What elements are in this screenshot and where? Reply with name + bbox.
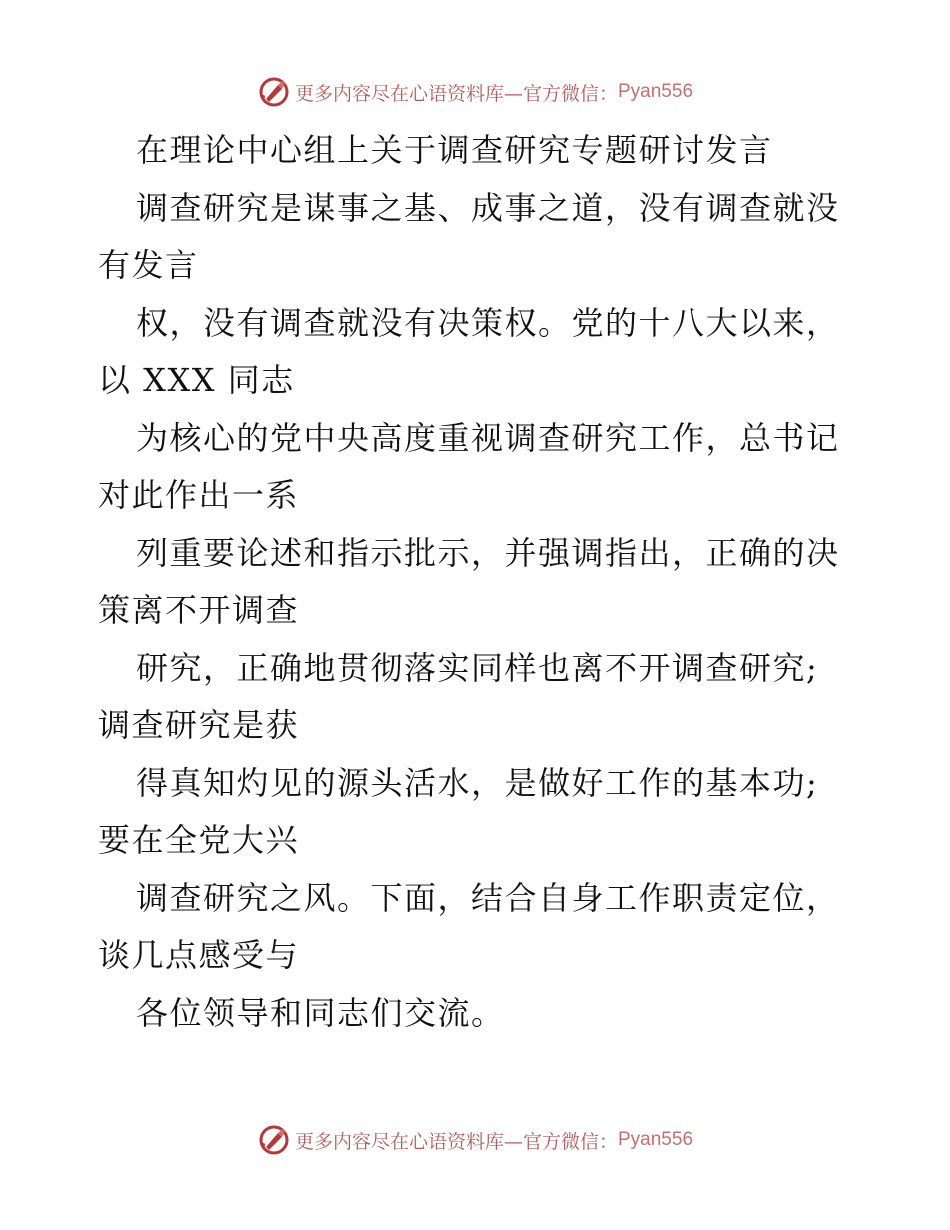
paragraph-line: 谈几点感受与: [98, 936, 300, 974]
paragraph-line: 调查研究是谋事之基、成事之道，没有调查就没: [136, 188, 840, 227]
paragraph-line: 以 XXX 同志: [98, 361, 295, 399]
pen-nib-logo-icon: [257, 75, 291, 109]
paragraph-line: 为核心的党中央高度重视调查研究工作，总书记: [136, 418, 840, 457]
header-watermark-banner: [0, 72, 950, 112]
paragraph-line: 策离不开调查: [98, 591, 300, 629]
pen-nib-logo-icon: [257, 1123, 291, 1157]
banner-text: 更多内容尽在心语资料库—官方微信：: [294, 82, 618, 105]
paragraph-line: 列重要论述和指示批示，并强调指出，正确的决: [136, 533, 840, 572]
paragraph-line: 对此作出一系: [98, 476, 300, 514]
document-title: 在理论中心组上关于调查研究专题研讨发言: [136, 131, 773, 169]
paragraph-line: 各位领导和同志们交流。: [136, 993, 505, 1032]
paragraph-line: 得真知灼见的源头活水，是做好工作的基本功;: [136, 763, 819, 802]
paragraph-line: 调查研究之风。下面，结合自身工作职责定位，: [136, 878, 840, 917]
paragraph-line: 要在全党大兴: [98, 821, 300, 859]
banner-wechat-id: Pyan556: [618, 81, 694, 102]
paragraph-line: 调查研究是获: [98, 706, 300, 744]
paragraph-line: 权，没有调查就没有决策权。党的十八大以来，: [136, 303, 840, 342]
paragraph-line: 有发言: [98, 246, 199, 284]
banner-wechat-id: Pyan556: [618, 1129, 694, 1150]
paragraph-line: 研究，正确地贯彻落实同样也离不开调查研究;: [136, 648, 819, 687]
banner-text: 更多内容尽在心语资料库—官方微信：: [294, 1130, 618, 1153]
document-body: [98, 122, 858, 1042]
footer-watermark-banner: [0, 1120, 950, 1160]
